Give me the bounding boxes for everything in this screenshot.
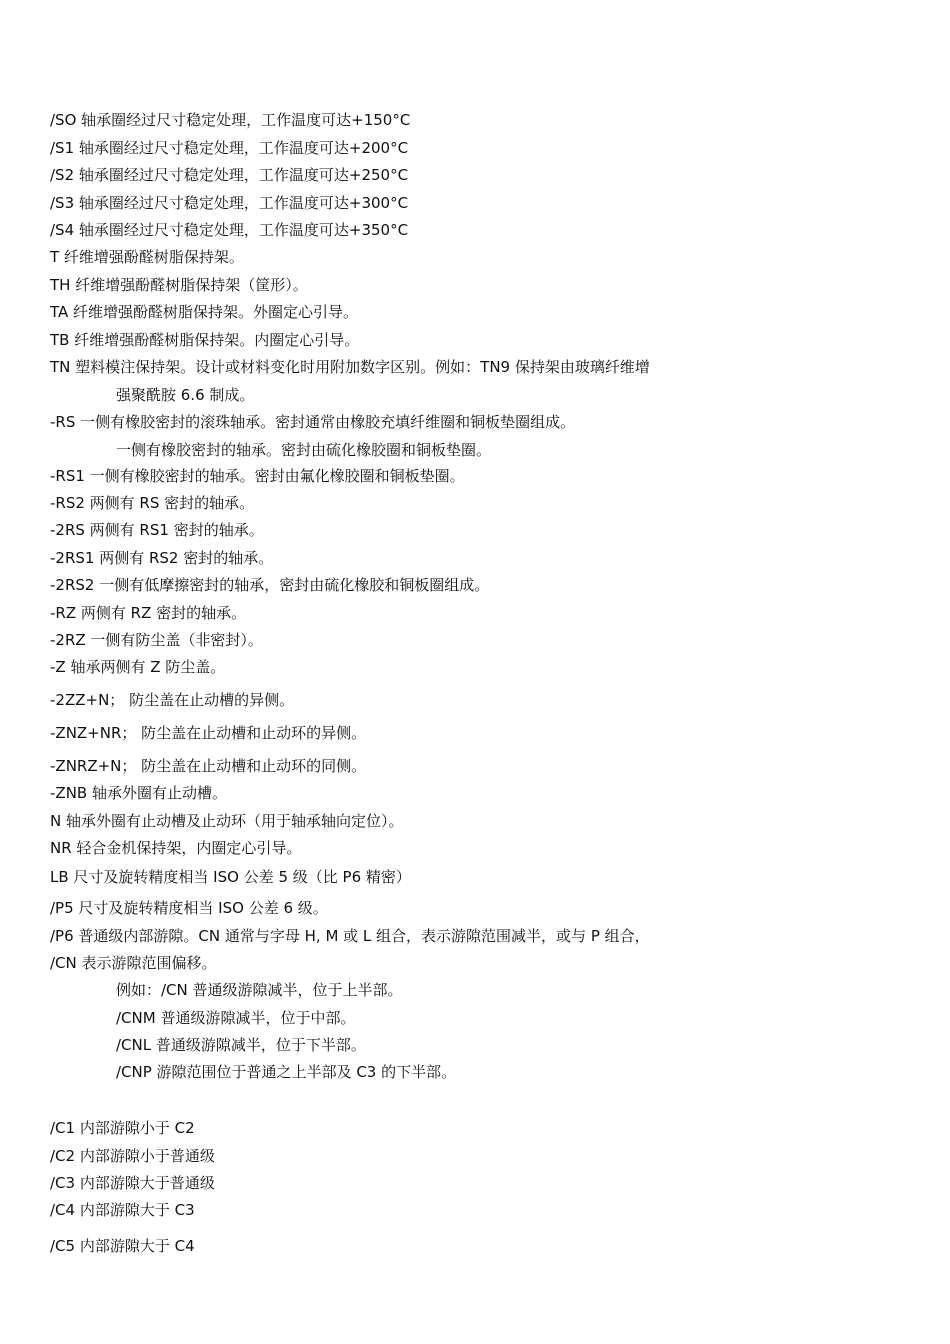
text-line-2rs: -2RS 两侧有 RS1 密封的轴承。 — [50, 521, 264, 539]
text-line-tn-continued: 强聚酰胺 6.6 制成。 — [116, 386, 255, 404]
text-line-cnm: /CNM 普通级游隙减半，位于中部。 — [116, 1009, 356, 1027]
text-line-s3: /S3 轴承圈经过尺寸稳定处理，工作温度可达+300°C — [50, 194, 409, 212]
text-line-znz-nr: -ZNZ+NR； 防尘盖在止动槽和止动环的异侧。 — [50, 724, 367, 742]
text-line-cnp: /CNP 游隙范围位于普通之上半部及 C3 的下半部。 — [116, 1063, 457, 1081]
text-line-c5: /C5 内部游隙大于 C4 — [50, 1237, 195, 1255]
text-line-ta: TA 纤维增强酚醛树脂保持架。外圈定心引导。 — [50, 303, 359, 321]
text-line-lb: LB 尺寸及旋转精度相当 ISO 公差 5 级（比 P6 精密） — [50, 868, 411, 886]
text-line-so: /SO 轴承圈经过尺寸稳定处理，工作温度可达+150°C — [50, 111, 411, 129]
text-line-c1: /C1 内部游隙小于 C2 — [50, 1119, 195, 1137]
text-line-s2: /S2 轴承圈经过尺寸稳定处理，工作温度可达+250°C — [50, 166, 409, 184]
text-line-nr: NR 轻合金机保持架，内圈定心引导。 — [50, 839, 302, 857]
text-line-rs-continued: 一侧有橡胶密封的轴承。密封由硫化橡胶圈和铜板垫圈。 — [116, 441, 492, 459]
text-line-2rs1: -2RS1 两侧有 RS2 密封的轴承。 — [50, 549, 274, 567]
text-line-2zz-n: -2ZZ+N； 防尘盖在止动槽的异侧。 — [50, 691, 295, 709]
text-line-tn: TN 塑料模注保持架。设计或材料变化时用附加数字区别。例如：TN9 保持架由玻璃纤维增 — [50, 358, 650, 376]
text-line-p6: /P6 普通级内部游隙。CN 通常与字母 H, M 或 L 组合，表示游隙范围减半，或与 P 组合， — [50, 927, 650, 945]
text-line-c3: /C3 内部游隙大于普通级 — [50, 1174, 215, 1192]
text-line-tb: TB 纤维增强酚醛树脂保持架。内圈定心引导。 — [50, 331, 360, 349]
text-line-z: -Z 轴承两侧有 Z 防尘盖。 — [50, 658, 226, 676]
text-line-p5: /P5 尺寸及旋转精度相当 ISO 公差 6 级。 — [50, 899, 328, 917]
text-line-rs2: -RS2 两侧有 RS 密封的轴承。 — [50, 494, 255, 512]
text-line-c4: /C4 内部游隙大于 C3 — [50, 1201, 195, 1219]
text-line-n: N 轴承外圈有止动槽及止动环（用于轴承轴向定位）。 — [50, 812, 404, 830]
text-line-cnl: /CNL 普通级游隙减半，位于下半部。 — [116, 1036, 366, 1054]
text-line-th: TH 纤维增强酚醛树脂保持架（筐形）。 — [50, 276, 308, 294]
text-line-znrz-n: -ZNRZ+N； 防尘盖在止动槽和止动环的同侧。 — [50, 757, 367, 775]
text-line-rs: -RS 一侧有橡胶密封的滚珠轴承。密封通常由橡胶充填纤维圈和铜板垫圈组成。 — [50, 413, 576, 431]
text-line-c2: /C2 内部游隙小于普通级 — [50, 1147, 215, 1165]
text-line-rz: -RZ 两侧有 RZ 密封的轴承。 — [50, 604, 247, 622]
text-line-cn: /CN 表示游隙范围偏移。 — [50, 954, 217, 972]
text-line-s4: /S4 轴承圈经过尺寸稳定处理，工作温度可达+350°C — [50, 221, 409, 239]
text-line-cn-example: 例如：/CN 普通级游隙减半，位于上半部。 — [116, 981, 403, 999]
text-line-znb: -ZNB 轴承外圈有止动槽。 — [50, 784, 227, 802]
text-line-rs1: -RS1 一侧有橡胶密封的轴承。密封由氟化橡胶圈和铜板垫圈。 — [50, 467, 465, 485]
text-line-2rz: -2RZ 一侧有防尘盖（非密封）。 — [50, 631, 263, 649]
text-line-s1: /S1 轴承圈经过尺寸稳定处理，工作温度可达+200°C — [50, 139, 409, 157]
text-line-t: T 纤维增强酚醛树脂保持架。 — [50, 248, 244, 266]
text-line-2rs2: -2RS2 一侧有低摩擦密封的轴承，密封由硫化橡胶和铜板圈组成。 — [50, 576, 490, 594]
